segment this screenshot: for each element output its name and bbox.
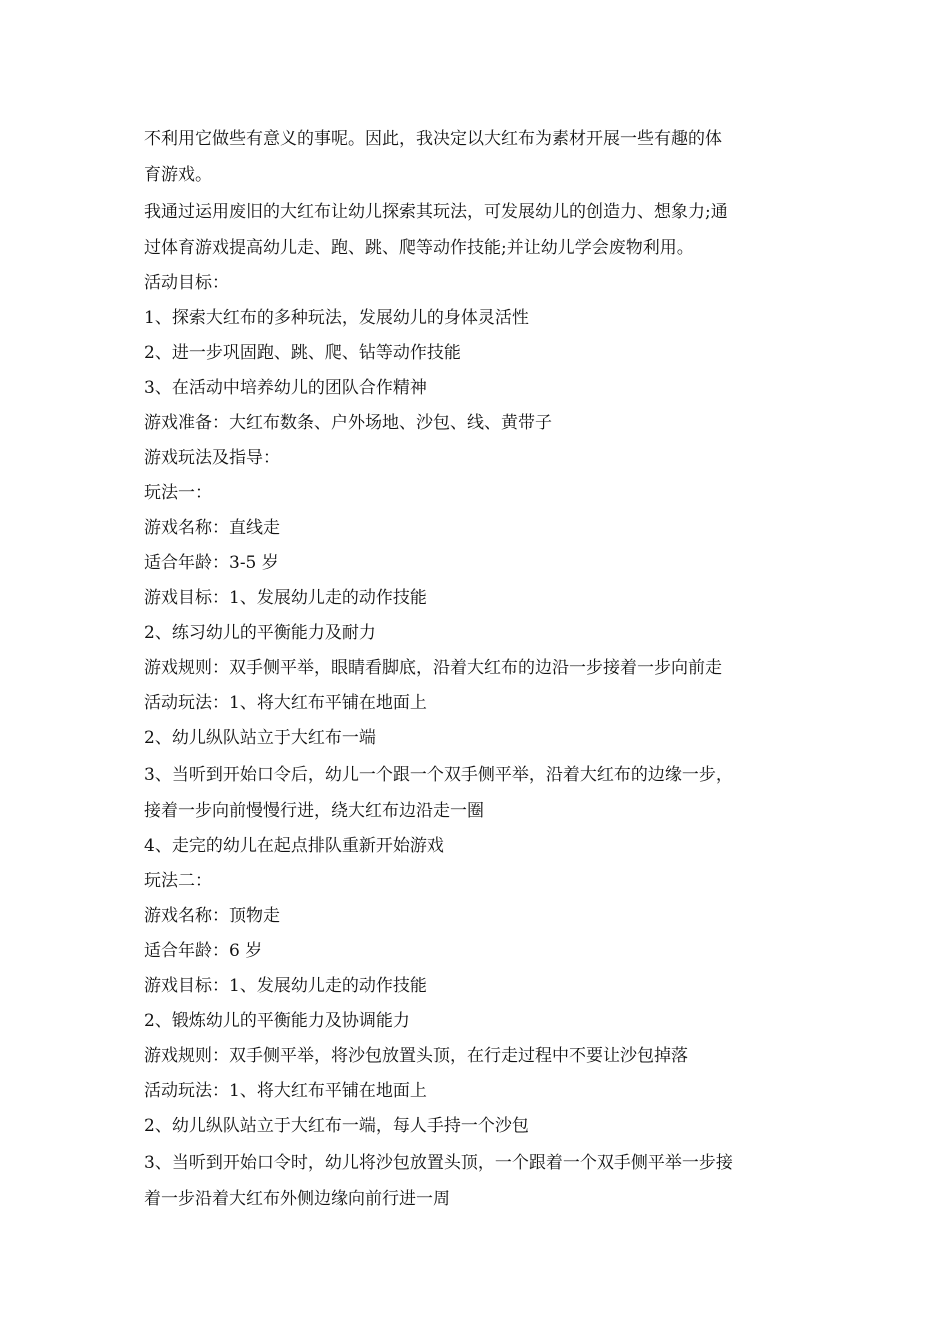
- paragraph-line: 适合年龄：6 岁: [144, 941, 263, 961]
- paragraph-line: 游戏规则：双手侧平举，将沙包放置头顶，在行走过程中不要让沙包掉落: [144, 1046, 688, 1066]
- paragraph-line: 活动玩法：1、将大红布平铺在地面上: [144, 693, 427, 713]
- paragraph-line: 过体育游戏提高幼儿走、跑、跳、爬等动作技能;并让幼儿学会废物利用。: [144, 238, 694, 258]
- list-item: 3、当听到开始口令后，幼儿一个跟一个双手侧平举，沿着大红布的边缘一步，: [144, 765, 733, 785]
- paragraph-line: 我通过运用废旧的大红布让幼儿探索其玩法，可发展幼儿的创造力、想象力;通: [144, 202, 728, 222]
- list-item: 2、练习幼儿的平衡能力及耐力: [144, 623, 376, 643]
- paragraph-line: 游戏名称：顶物走: [144, 906, 280, 926]
- list-item: 2、幼儿纵队站立于大红布一端: [144, 728, 376, 748]
- paragraph-line: 着一步沿着大红布外侧边缘向前行进一周: [144, 1189, 450, 1209]
- paragraph-line: 游戏目标：1、发展幼儿走的动作技能: [144, 588, 427, 608]
- document-body: [144, 120, 814, 1217]
- section-heading: 玩法一：: [144, 483, 212, 503]
- list-item: 2、进一步巩固跑、跳、爬、钻等动作技能: [144, 343, 461, 363]
- list-item: 2、锻炼幼儿的平衡能力及协调能力: [144, 1011, 410, 1031]
- list-item: 2、幼儿纵队站立于大红布一端，每人手持一个沙包: [144, 1116, 529, 1136]
- section-heading: 玩法二：: [144, 871, 212, 891]
- paragraph-line: 活动玩法：1、将大红布平铺在地面上: [144, 1081, 427, 1101]
- paragraph-line: 游戏目标：1、发展幼儿走的动作技能: [144, 976, 427, 996]
- list-item: 1、探索大红布的多种玩法，发展幼儿的身体灵活性: [144, 308, 529, 328]
- list-item: 3、在活动中培养幼儿的团队合作精神: [144, 378, 427, 398]
- paragraph-line: 育游戏。: [144, 165, 212, 185]
- section-heading: 游戏玩法及指导：: [144, 448, 280, 468]
- list-item: 4、走完的幼儿在起点排队重新开始游戏: [144, 836, 444, 856]
- paragraph-line: 适合年龄：3-5 岁: [144, 553, 279, 573]
- section-heading: 活动目标：: [144, 273, 229, 293]
- list-item: 3、当听到开始口令时，幼儿将沙包放置头顶，一个跟着一个双手侧平举一步接: [144, 1153, 733, 1173]
- paragraph-line: 游戏准备：大红布数条、户外场地、沙包、线、黄带子: [144, 413, 552, 433]
- paragraph-line: 游戏名称：直线走: [144, 518, 280, 538]
- paragraph-line: 不利用它做些有意义的事呢。因此，我决定以大红布为素材开展一些有趣的体: [144, 129, 722, 149]
- paragraph-line: 接着一步向前慢慢行进，绕大红布边沿走一圈: [144, 801, 484, 821]
- paragraph-line: 游戏规则：双手侧平举，眼睛看脚底，沿着大红布的边沿一步接着一步向前走: [144, 658, 722, 678]
